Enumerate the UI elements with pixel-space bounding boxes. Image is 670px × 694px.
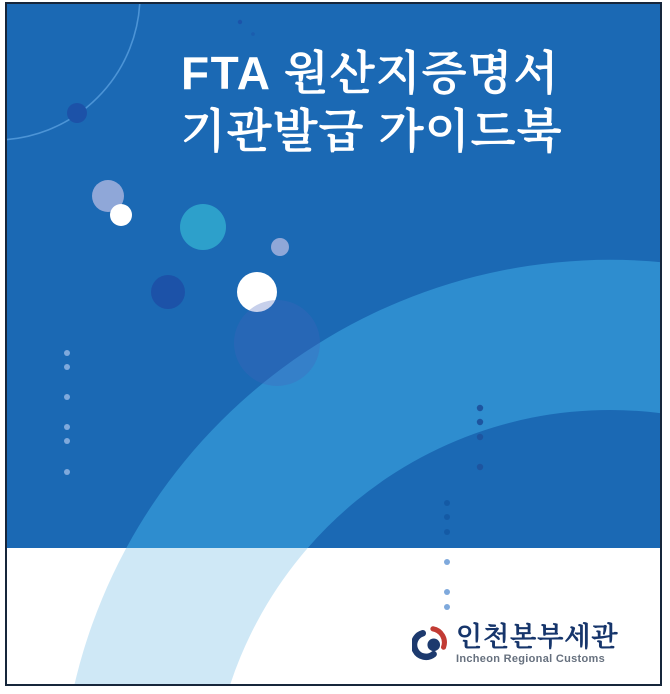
- cover-frame: [5, 2, 662, 686]
- periwinkle-dot: [271, 238, 289, 256]
- cover-title-line2: 기관발급 가이드북: [181, 105, 563, 157]
- cover-title: [181, 44, 563, 160]
- publisher-name-english: Incheon Regional Customs: [456, 653, 605, 665]
- navy-circle: [151, 275, 185, 309]
- publisher-name-korean: 인천본부세관: [456, 622, 619, 652]
- teal-circle: [180, 204, 226, 250]
- center-dot-column: [444, 500, 450, 610]
- navy-dot-on-arc: [67, 103, 87, 123]
- korean-government-emblem-icon: [412, 624, 449, 661]
- cover-title-line1: FTA 원산지증명서: [181, 47, 560, 99]
- publisher-logo: [412, 622, 619, 665]
- white-circle-small: [110, 204, 132, 226]
- tiny-dot: [238, 20, 242, 24]
- publisher-text: [456, 622, 619, 665]
- translucent-circle: [234, 300, 320, 386]
- tiny-dot: [251, 32, 255, 36]
